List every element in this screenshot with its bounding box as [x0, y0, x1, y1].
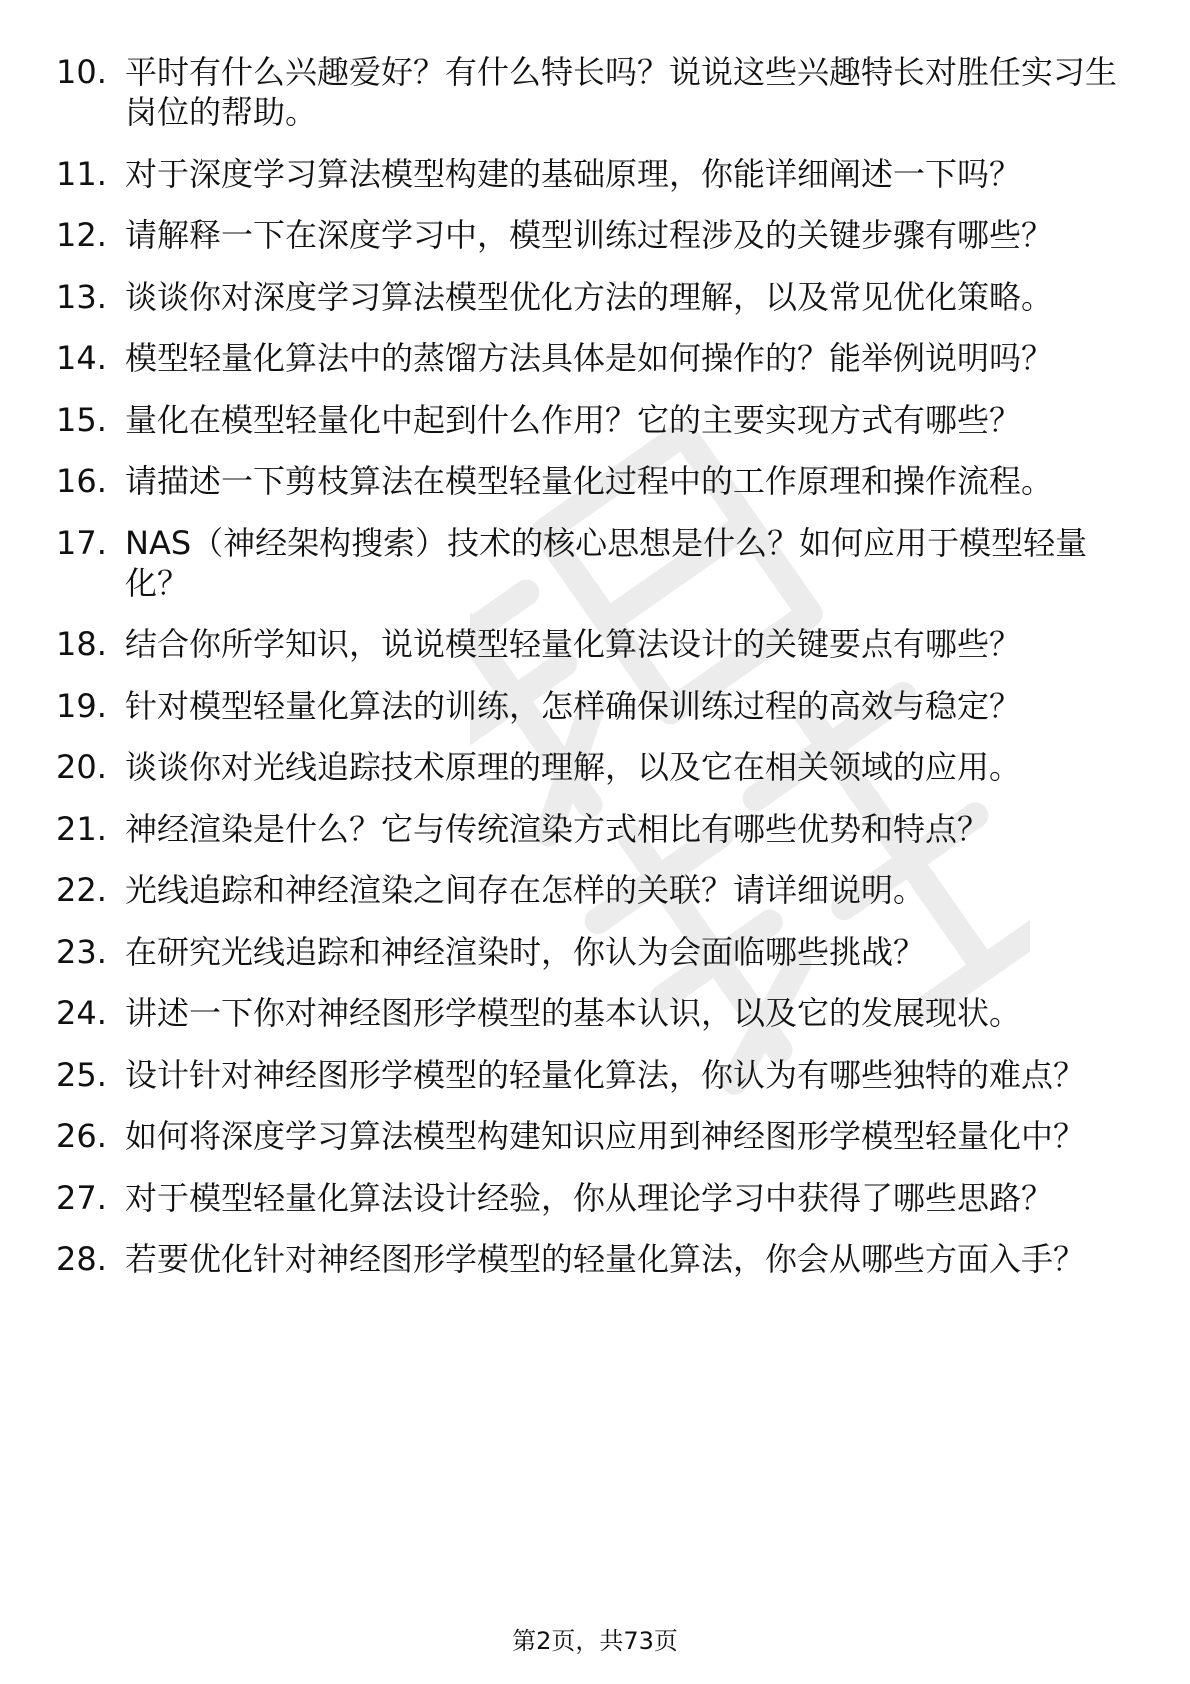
question-item [56, 624, 1136, 664]
question-number: 14. [56, 339, 107, 377]
question-list [56, 52, 1136, 1301]
question-item [56, 1178, 1136, 1218]
question-number: 28. [56, 1240, 107, 1278]
question-text: 请描述一下剪枝算法在模型轻量化过程中的工作原理和操作流程。 [125, 462, 1054, 500]
question-item [56, 1239, 1136, 1279]
question-number: 17. [56, 523, 107, 562]
question-item [56, 1116, 1136, 1156]
question-text: 模型轻量化算法中的蒸馏方法具体是如何操作的？能举例说明吗？ [125, 339, 1054, 377]
question-item [56, 400, 1136, 440]
question-number: 13. [56, 277, 107, 316]
question-item [56, 461, 1136, 501]
question-number: 12. [56, 216, 107, 254]
question-number: 19. [56, 686, 107, 725]
question-text: 请解释一下在深度学习中，模型训练过程涉及的关键步骤有哪些？ [125, 216, 1054, 254]
question-item [56, 338, 1136, 378]
question-item [56, 809, 1136, 849]
question-text: 神经渲染是什么？它与传统渲染方式相比有哪些优势和特点？ [125, 809, 990, 848]
question-text: NAS（神经架构搜索）技术的核心思想是什么？如何应用于模型轻量化？ [125, 523, 1088, 602]
question-number: 21. [56, 809, 107, 848]
question-number: 20. [56, 748, 107, 786]
question-text: 设计针对神经图形学模型的轻量化算法，你认为有哪些独特的难点？ [125, 1055, 1086, 1094]
question-item [56, 932, 1136, 972]
question-text: 谈谈你对深度学习算法模型优化方法的理解，以及常见优化策略。 [125, 277, 1054, 316]
question-item [56, 523, 1136, 603]
question-item [56, 747, 1136, 787]
question-number: 22. [56, 871, 107, 909]
question-item [56, 52, 1136, 132]
question-item [56, 154, 1136, 194]
question-number: 11. [56, 154, 107, 193]
question-item [56, 686, 1136, 726]
question-text: 谈谈你对光线追踪技术原理的理解，以及它在相关领域的应用。 [125, 748, 1022, 786]
question-item [56, 1055, 1136, 1095]
question-number: 16. [56, 462, 107, 500]
question-item [56, 277, 1136, 317]
question-text: 对于深度学习算法模型构建的基础原理，你能详细阐述一下吗？ [125, 154, 1022, 193]
question-text: 结合你所学知识，说说模型轻量化算法设计的关键要点有哪些？ [125, 625, 1022, 663]
question-text: 量化在模型轻量化中起到什么作用？它的主要实现方式有哪些？ [125, 400, 1022, 439]
question-text: 如何将深度学习算法模型构建知识应用到神经图形学模型轻量化中？ [125, 1117, 1086, 1155]
question-text: 若要优化针对神经图形学模型的轻量化算法，你会从哪些方面入手？ [125, 1240, 1086, 1278]
question-text: 光线追踪和神经渲染之间存在怎样的关联？请详细说明。 [125, 871, 926, 909]
question-number: 18. [56, 625, 107, 663]
question-number: 23. [56, 932, 107, 971]
question-text: 讲述一下你对神经图形学模型的基本认识，以及它的发展现状。 [125, 994, 1022, 1032]
question-number: 24. [56, 994, 107, 1032]
page-number-footer: 第2页，共73页 [512, 1627, 678, 1655]
question-number: 15. [56, 400, 107, 439]
question-text: 对于模型轻量化算法设计经验，你从理论学习中获得了哪些思路？ [125, 1178, 1054, 1217]
question-text: 在研究光线追踪和神经渲染时，你认为会面临哪些挑战？ [125, 932, 926, 971]
question-item [56, 993, 1136, 1033]
question-number: 25. [56, 1055, 107, 1094]
question-text: 针对模型轻量化算法的训练，怎样确保训练过程的高效与稳定？ [125, 686, 1022, 725]
question-item [56, 870, 1136, 910]
question-item [56, 215, 1136, 255]
question-number: 27. [56, 1178, 107, 1217]
question-number: 10. [56, 53, 107, 91]
question-text: 平时有什么兴趣爱好？有什么特长吗？说说这些兴趣特长对胜任实习生岗位的帮助。 [125, 53, 1118, 131]
question-number: 26. [56, 1117, 107, 1155]
